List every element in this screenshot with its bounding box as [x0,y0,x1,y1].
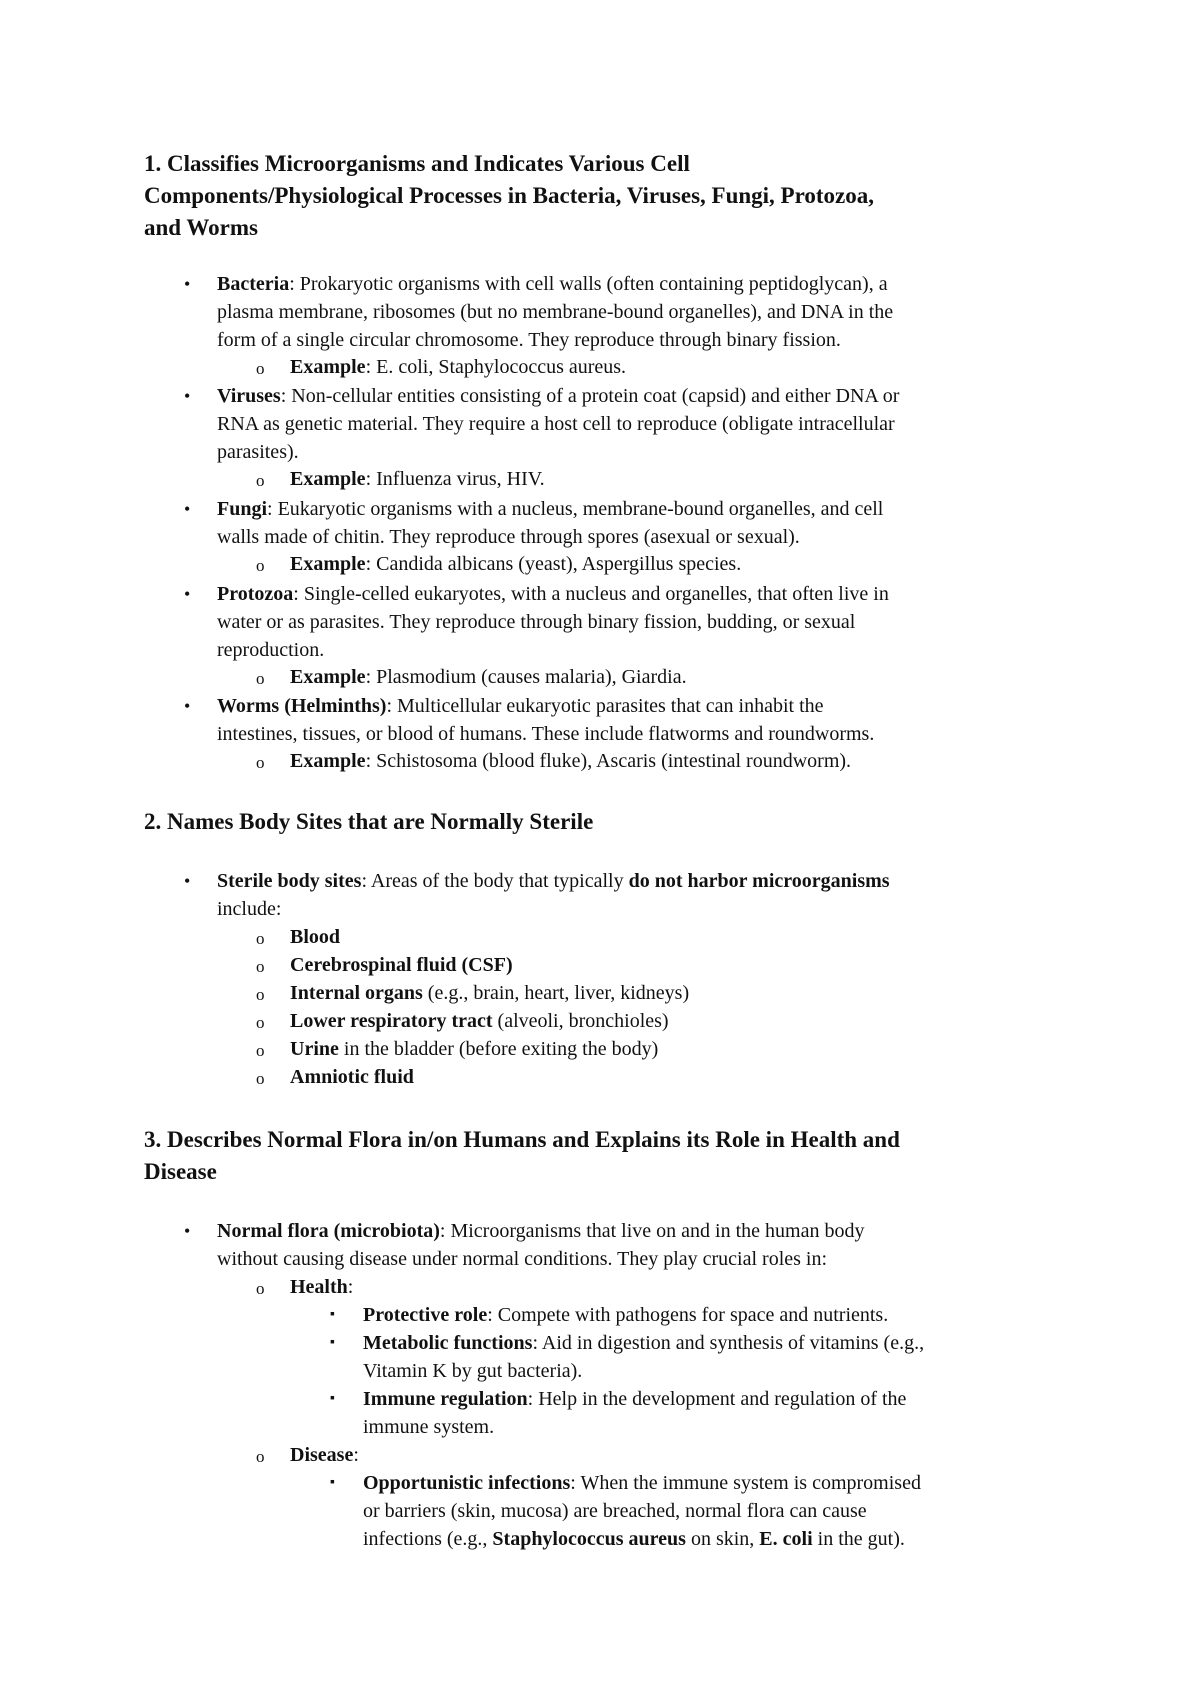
normal-flora-text: : Microorganisms that live on and in the human body [439,1220,865,1242]
viruses-line-2: RNA as genetic material. They require a host cell to reproduce (obligate intracellular [217,413,895,435]
metabolic-functions-line-1 [363,1329,924,1357]
section-1-heading-line-2: Components/Physiological Processes in Bacteria, Viruses, Fungi, Protozoa, [144,183,875,208]
sub-bullet-marker: o [256,1447,265,1466]
sterile-site-detail: (e.g., brain, heart, liver, kidneys) [422,982,690,1004]
sub-bullet-marker: o [256,556,265,575]
sterile-site-name: Cerebrospinal fluid (CSF) [290,954,513,976]
sterile-sites-line-1 [217,867,890,895]
sub-bullet-marker: o [256,1279,265,1298]
example-label: Example [290,356,366,378]
organism-name: E. coli [759,1528,813,1550]
sterile-site-name: Lower respiratory tract [290,1010,493,1032]
bullet-marker: • [184,386,191,406]
bullet-marker: • [184,696,191,716]
opportunistic-infections-term: Opportunistic infections [363,1472,571,1494]
fungi-line-1 [217,495,883,523]
example-text: : Candida albicans (yeast), Aspergillus species. [365,553,742,575]
viruses-line-1 [217,382,899,410]
sub-bullet-marker: o [256,1041,265,1060]
health-label: Health [290,1276,348,1298]
example-text: : Plasmodium (causes malaria), Giardia. [365,666,687,688]
worms-text: : Multicellular eukaryotic parasites that can inhabit the [386,695,824,717]
square-bullet-marker: ▪ [330,1475,335,1490]
text-run: on skin, [685,1528,760,1550]
example-text: : Schistosoma (blood fluke), Ascaris (intestinal roundworm). [365,750,852,772]
metabolic-functions-term: Metabolic functions [363,1332,533,1354]
viruses-line-3: parasites). [217,441,299,463]
opportunistic-infections-line-2: or barriers (skin, mucosa) are breached, normal flora can cause [363,1500,867,1522]
fungi-term: Fungi [217,498,268,520]
normal-flora-term: Normal flora (microbiota) [217,1220,440,1242]
example-text: : Influenza virus, HIV. [365,468,545,490]
sterile-site-name: Amniotic fluid [290,1066,414,1088]
text-run: in the gut). [812,1528,905,1550]
sterile-site-item [290,979,689,1007]
sterile-sites-text: : Areas of the body that typically [361,870,629,892]
example-label: Example [290,750,366,772]
viruses-term: Viruses [217,385,281,407]
sub-bullet-marker: o [256,359,265,378]
sub-bullet-marker: o [256,957,265,976]
square-bullet-marker: ▪ [330,1335,335,1350]
section-1-heading-line-3: and Worms [144,215,258,240]
sterile-site-name: Blood [290,926,341,948]
sub-bullet-marker: o [256,929,265,948]
bacteria-text: : Prokaryotic organisms with cell walls (often containing peptidoglycan), a [289,273,888,295]
protective-role-text: : Compete with pathogens for space and nutrients. [487,1304,889,1326]
example-label: Example [290,666,366,688]
sterile-site-item [290,1063,414,1091]
bullet-marker: • [184,871,191,891]
sterile-site-item [290,951,513,979]
worms-line-1 [217,692,824,720]
metabolic-functions-line-2: Vitamin K by gut bacteria). [363,1360,583,1382]
viruses-example [290,465,545,493]
sub-bullet-marker: o [256,985,265,1004]
example-label: Example [290,553,366,575]
sterile-site-detail: in the bladder (before exiting the body) [338,1038,659,1060]
sterile-site-name: Internal organs [290,982,423,1004]
protozoa-line-2: water or as parasites. They reproduce through binary fission, budding, or sexual [217,611,856,633]
section-2-heading: 2. Names Body Sites that are Normally Sterile [144,809,594,834]
bacteria-line-3: form of a single circular chromosome. They reproduce through binary fission. [217,329,841,351]
worms-term: Worms (Helminths) [217,695,387,717]
protozoa-example [290,663,687,691]
protozoa-text: : Single-celled eukaryotes, with a nucleus and organelles, that often live in [293,583,889,605]
protozoa-line-1 [217,580,889,608]
section-3-heading-line-2: Disease [144,1159,217,1184]
sterile-sites-emphasis: do not harbor microorganisms [628,870,890,892]
metabolic-functions-text: : Aid in digestion and synthesis of vitamins (e.g., [532,1332,925,1354]
bacteria-example [290,353,626,381]
organism-name: Staphylococcus aureus [492,1528,686,1550]
sterile-sites-term: Sterile body sites [217,870,362,892]
bacteria-term: Bacteria [217,273,290,295]
bacteria-line-2: plasma membrane, ribosomes (but no membrane-bound organelles), and DNA in the [217,301,894,323]
sub-bullet-marker: o [256,471,265,490]
immune-regulation-line-1 [363,1385,906,1413]
sterile-site-item [290,1035,658,1063]
sterile-site-item [290,923,340,951]
disease-label-line [290,1441,359,1469]
section-1-heading-line-1: 1. Classifies Microorganisms and Indicates Various Cell [144,151,690,176]
example-label: Example [290,468,366,490]
sterile-sites-line-2: include: [217,898,282,920]
immune-regulation-line-2: immune system. [363,1416,495,1438]
protozoa-line-3: reproduction. [217,639,325,661]
protective-role-term: Protective role [363,1304,488,1326]
fungi-example [290,550,741,578]
protozoa-term: Protozoa [217,583,294,605]
normal-flora-line-2: without causing disease under normal conditions. They play crucial roles in: [217,1248,828,1270]
health-label-line [290,1273,353,1301]
bullet-marker: • [184,584,191,604]
sterile-site-detail: (alveoli, bronchioles) [492,1010,669,1032]
opportunistic-infections-text: : When the immune system is compromised [570,1472,921,1494]
sub-bullet-marker: o [256,1013,265,1032]
worms-line-2: intestines, tissues, or blood of humans. These include flatworms and roundworms. [217,723,875,745]
bullet-marker: • [184,1221,191,1241]
sub-bullet-marker: o [256,1069,265,1088]
opportunistic-infections-line-1 [363,1469,921,1497]
square-bullet-marker: ▪ [330,1307,335,1322]
immune-regulation-term: Immune regulation [363,1388,528,1410]
viruses-text: : Non-cellular entities consisting of a protein coat (capsid) and either DNA or [280,385,900,407]
fungi-text: : Eukaryotic organisms with a nucleus, membrane-bound organelles, and cell [267,498,884,520]
bullet-marker: • [184,499,191,519]
bacteria-line-1 [217,270,888,298]
disease-colon: : [353,1444,359,1466]
sterile-site-item [290,1007,669,1035]
text-run: infections (e.g., [363,1528,493,1550]
opportunistic-infections-line-3 [363,1525,905,1553]
bullet-marker: • [184,274,191,294]
immune-regulation-text: : Help in the development and regulation of the [527,1388,907,1410]
health-colon: : [347,1276,354,1298]
sterile-site-name: Urine [290,1038,339,1060]
example-text: : E. coli, Staphylococcus aureus. [365,356,627,378]
sub-bullet-marker: o [256,753,265,772]
sub-bullet-marker: o [256,669,265,688]
square-bullet-marker: ▪ [330,1391,335,1406]
fungi-line-2: walls made of chitin. They reproduce through spores (asexual or sexual). [217,526,800,548]
worms-example [290,747,851,775]
section-3-heading-line-1: 3. Describes Normal Flora in/on Humans and Explains its Role in Health and [144,1127,900,1152]
disease-label: Disease [290,1444,354,1466]
protective-role-line [363,1301,888,1329]
normal-flora-line-1 [217,1217,864,1245]
